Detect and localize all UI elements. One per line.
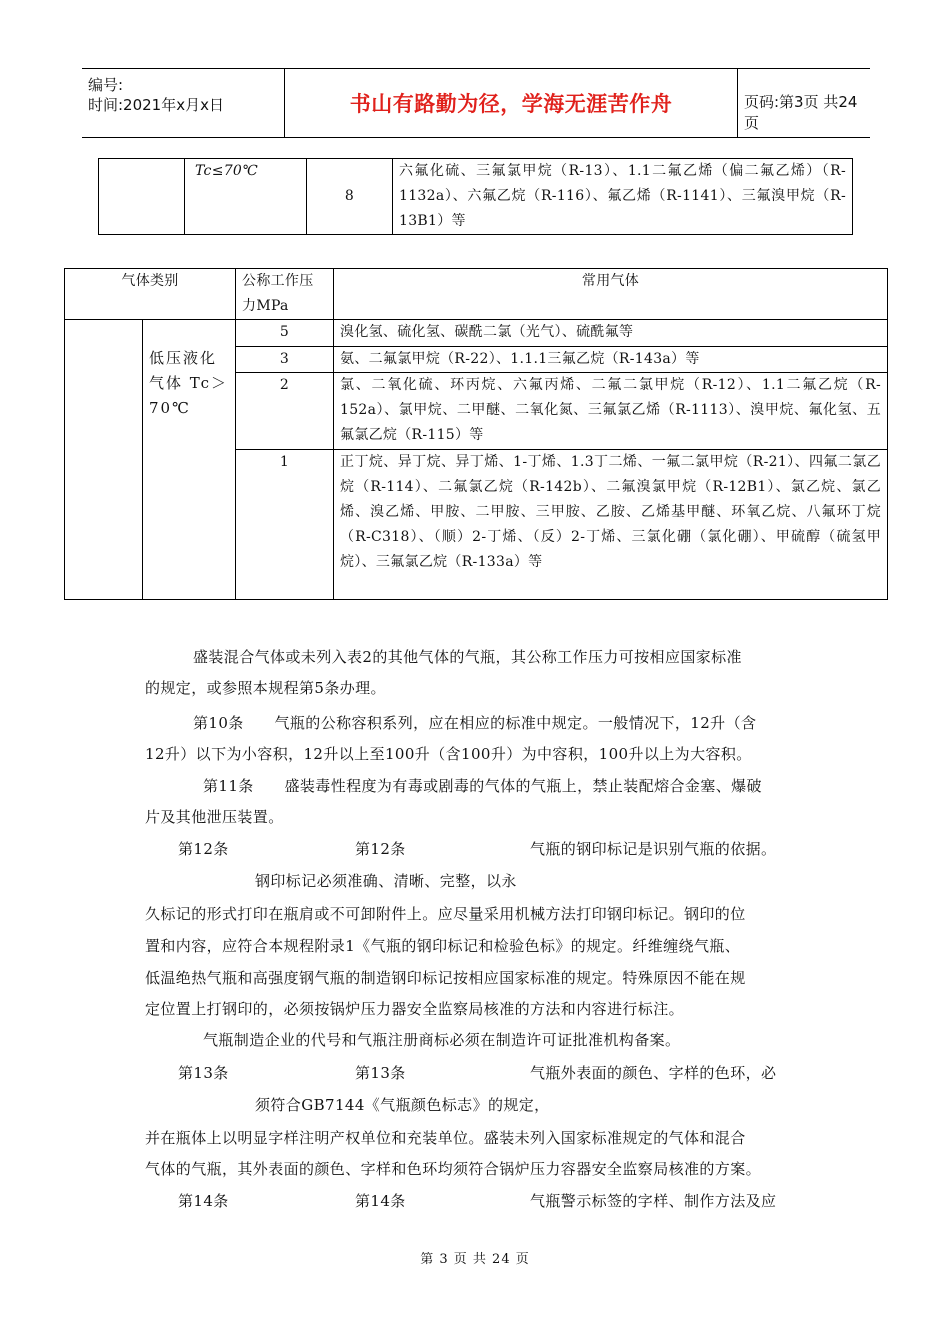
body-line: 气体的气瓶，其外表面的颜色、字样和色环均须符合锅炉压力容器安全监察局核准的方案。	[145, 1160, 762, 1178]
page-header	[82, 68, 870, 138]
article-number: 第14条	[355, 1192, 406, 1210]
row-gases: 溴化氢、硫化氢、碳酰二氯（光气）、硫酰氟等	[334, 320, 888, 347]
number-label: 编号:	[88, 76, 124, 94]
row-gases: 正丁烷、异丁烷、异丁烯、1-丁烯、1.3丁二烯、一氟二氯甲烷（R-21）、四氟二氯乙烷（R-114）、二氟氯乙烷（R-142b）、二氟溴氯甲烷（R-12B1）、氯乙烷、氯乙烯、溴乙烯、甲胺、二甲胺、三甲胺、乙胺、乙烯基甲醚、环氧乙烷、八氟环丁烷（R-C318）、（顺）2-丁烯、（反）2-丁烯、三氯化硼（氯化硼）、甲硫醇（硫氢甲烷）、三氟氯乙烷（R-133a）等	[334, 450, 888, 600]
row-pressure: 2	[236, 373, 334, 450]
row-pressure: 5	[236, 320, 334, 347]
body-line: 第11条 盛装毒性程度为有毒或剧毒的气体的气瓶上，禁止装配熔合金塞、爆破	[203, 777, 762, 795]
article-number: 第12条	[178, 840, 229, 858]
article-number: 第12条	[355, 840, 406, 858]
body-line: 第10条 气瓶的公称容积系列，应在相应的标准中规定。一般情况下，12升（含	[193, 714, 757, 732]
table-cell-empty	[65, 320, 143, 600]
header-gases: 常用气体	[334, 269, 888, 320]
group-label: 低压液化气体 Tc＞70℃	[143, 320, 236, 600]
table-row	[65, 320, 888, 347]
table-cell-empty	[99, 159, 185, 235]
page-footer: 第 3 页 共 24 页	[420, 1252, 530, 1267]
date-label: 时间:2021年x月x日	[88, 96, 224, 114]
article-number: 第13条	[178, 1064, 229, 1082]
body-line: 须符合GB7144《气瓶颜色标志》的规定，	[255, 1096, 550, 1114]
row-gases: 氯、二氧化硫、环丙烷、六氟丙烯、二氟二氯甲烷（R-12）、1.1二氟乙烷（R-152a）、氯甲烷、二甲醚、二氧化氮、三氟氯乙烯（R-1113）、溴甲烷、氟化氢、五氟氯乙烷（R-115）等	[334, 373, 888, 450]
body-line: 久标记的形式打印在瓶肩或不可卸附件上。应尽量采用机械方法打印钢印标记。钢印的位	[145, 905, 746, 923]
body-line: 并在瓶体上以明显字样注明产权单位和充装单位。盛装未列入国家标准规定的气体和混合	[145, 1129, 746, 1147]
table-header-row	[65, 269, 888, 320]
body-line: 12升）以下为小容积，12升以上至100升（含100升）为中容积，100升以上为大容积。	[145, 745, 752, 763]
gas-table	[64, 268, 888, 600]
body-line: 气瓶的钢印标记是识别气瓶的依据。	[530, 840, 777, 858]
row-pressure: 3	[236, 347, 334, 373]
body-line: 气瓶外表面的颜色、字样的色环，必	[530, 1064, 777, 1082]
header-motto: 书山有路勤为径，学海无涯苦作舟	[284, 69, 738, 137]
body-line: 定位置上打钢印的，必须按锅炉压力器安全监察局核准的方法和内容进行标注。	[145, 1000, 685, 1018]
header-page-label: 页码:第3页 共24页	[744, 93, 858, 132]
article-number: 第14条	[178, 1192, 229, 1210]
header-category: 气体类别	[65, 269, 236, 320]
table-row	[99, 159, 853, 235]
row-gases: 氨、二氟氯甲烷（R-22）、1.1.1三氟乙烷（R-143a）等	[334, 347, 888, 373]
body-line: 置和内容，应符合本规程附录1《气瓶的钢印标记和检验色标》的规定。纤维缠绕气瓶、	[145, 937, 741, 955]
table-cell-condition: Tc≤70℃	[185, 159, 307, 235]
body-line: 片及其他泄压装置。	[145, 808, 284, 826]
body-line: 气瓶警示标签的字样、制作方法及应	[530, 1192, 777, 1210]
body-line: 气瓶制造企业的代号和气瓶注册商标必须在制造许可证批准机构备案。	[203, 1031, 681, 1049]
body-line: 钢印标记必须准确、清晰、完整，以永	[255, 872, 517, 890]
table-continuation	[98, 158, 853, 235]
row-pressure: 1	[236, 450, 334, 600]
header-pressure: 公称工作压力MPa	[236, 269, 334, 320]
article-number: 第13条	[355, 1064, 406, 1082]
table-cell-gases: 六氟化硫、三氟氯甲烷（R-13）、1.1二氟乙烯（偏二氟乙烯）（R-1132a）、六氟乙烷（R-116）、氟乙烯（R-1141）、三氟溴甲烷（R-13B1）等	[393, 159, 853, 235]
body-line: 低温绝热气瓶和高强度钢气瓶的制造钢印标记按相应国家标准的规定。特殊原因不能在规	[145, 969, 746, 987]
header-left	[88, 75, 284, 115]
body-line: 的规定，或参照本规程第5条办理。	[145, 679, 386, 697]
body-line: 盛装混合气体或未列入表2的其他气体的气瓶，其公称工作压力可按相应国家标准	[193, 648, 742, 666]
table-cell-pressure: 8	[307, 159, 393, 235]
